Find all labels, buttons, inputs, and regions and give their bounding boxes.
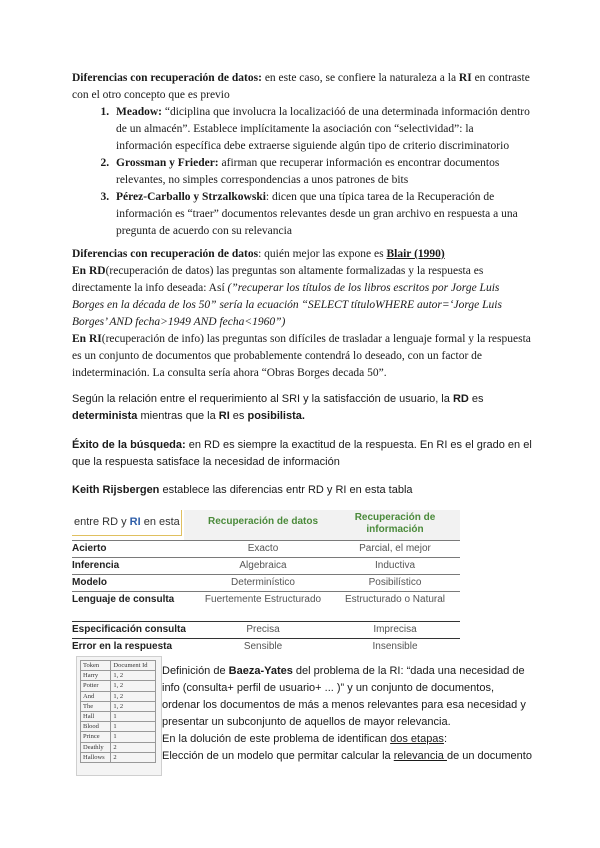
table-row: Inferencia Algebraica Inductiva bbox=[72, 557, 460, 575]
section-baeza-yates: Definición de Baeza-Yates del problema de la RI: “dada una necesidad de info (consulta+ perfil de usuario+ ... )” y un conjunto de documentos, ordenar los documentos de más a menos relevantes para esa necesidad y presentar un subconjunto de aquellos de mayor relevancia. En la dolución de este problema de identifican dos etapas: Elección de un modelo que permitar calcular la relevancia de un documento bbox=[162, 665, 532, 762]
blair-heading: Diferencias con recuperación de datos: quién mejor las expone es Blair (1990) bbox=[72, 248, 445, 260]
table-row: Hallows 2 bbox=[81, 752, 156, 762]
column-header-info: Recuperación de información bbox=[354, 512, 436, 535]
table-row: Acierto Exacto Parcial, el mejor bbox=[72, 540, 460, 558]
table-caption: entre RD y RI en esta bbox=[72, 510, 182, 536]
table-row: Token Document Id bbox=[81, 661, 156, 671]
ri-paragraph: En RI(recuperación de info) las preguntas son difíciles de trasladar a lenguaje formal y la respuesta es un conjunto de documentos que probablemente contendrá lo deseado, con un factor de indeterminación. La consulta sería ahora “Obras Borges decada 50”. bbox=[72, 333, 531, 379]
token-table bbox=[80, 660, 156, 763]
table-row: Modelo Determinístico Posibilístico bbox=[72, 574, 460, 592]
comparison-table bbox=[72, 510, 460, 652]
table-row: Hall 1 bbox=[81, 711, 156, 721]
definitions-list bbox=[72, 104, 532, 240]
list-item: 2. Grossman y Frieder: afirman que recuperar información es encontrar documentos relevantes, no simples correspondencias a unos patrones de bits bbox=[112, 155, 532, 189]
list-item: 1. Meadow: “diciplina que involucra la localizacióó de una determinada información dentro de un almacén”. Establece implícitamente la asociación con “selectividad”: la información específica debe extraerse siguiende algún tipo de criterio discriminatorio bbox=[112, 104, 532, 155]
table-row: Potter 1, 2 bbox=[81, 681, 156, 691]
table-row: Blood 1 bbox=[81, 722, 156, 732]
section-blair bbox=[72, 246, 532, 382]
section1-heading: Diferencias con recuperación de datos: bbox=[72, 72, 262, 84]
column-header-data: Recuperación de datos bbox=[207, 516, 319, 527]
section-rijsbergen: Keith Rijsbergen establece las diferencias entr RD y RI en esta tabla bbox=[72, 484, 413, 496]
table-row: Harry 1, 2 bbox=[81, 671, 156, 681]
table-row: Lenguaje de consulta Fuertemente Estructurado Estructurado o Natural bbox=[72, 591, 460, 622]
intro-paragraph: Diferencias con recuperación de datos: en este caso, se confiere la naturaleza a la RI en contraste con el otro concepto que es previo bbox=[72, 72, 530, 101]
two-stages-link[interactable]: dos etapas bbox=[390, 733, 444, 745]
section-search-success: Éxito de la búsqueda: en RD es siempre la exactitud de la respuesta. En RI es el grado en el que la respuesta satisface la necesidad de información bbox=[72, 439, 532, 468]
section-differences-intro bbox=[72, 70, 532, 240]
relevance-link[interactable]: relevancia bbox=[393, 750, 447, 762]
table-row: The 1, 2 bbox=[81, 701, 156, 711]
table-row: Prince 1 bbox=[81, 732, 156, 742]
table-row: And 1, 2 bbox=[81, 691, 156, 701]
table-row: Deathly 2 bbox=[81, 742, 156, 752]
list-item: 3. Pérez-Carballo y Strzalkowski: dicen que una típica tarea de la Recuperación de información es “traer” documentos relevantes desde un gran archivo en respuesta a una pregunta de acuerdo con su relevancia bbox=[112, 189, 532, 240]
blair-link[interactable]: Blair (1990) bbox=[386, 248, 445, 260]
table-row: Error en la respuesta Sensible Insensible bbox=[72, 638, 460, 656]
table-row: Especificación consulta Precisa Imprecisa bbox=[72, 621, 460, 639]
rd-paragraph: En RD(recuperación de datos) las preguntas son altamente formalizadas y la respuesta es directamente la info deseada: Así (”recuperar los títulos de los libros escritos por Jorge Luis Borges en la década de los 50” sería la ecuación “SELECT títuloWHERE autor=‘Jorge Luis Borges’ AND fecha>1949 AND fecha<1960”) bbox=[72, 265, 502, 328]
section-determinism: Según la relación entre el requerimiento al SRI y la satisfacción de usuario, la RD es determinista mientras que la RI es posibilista. bbox=[72, 393, 484, 422]
